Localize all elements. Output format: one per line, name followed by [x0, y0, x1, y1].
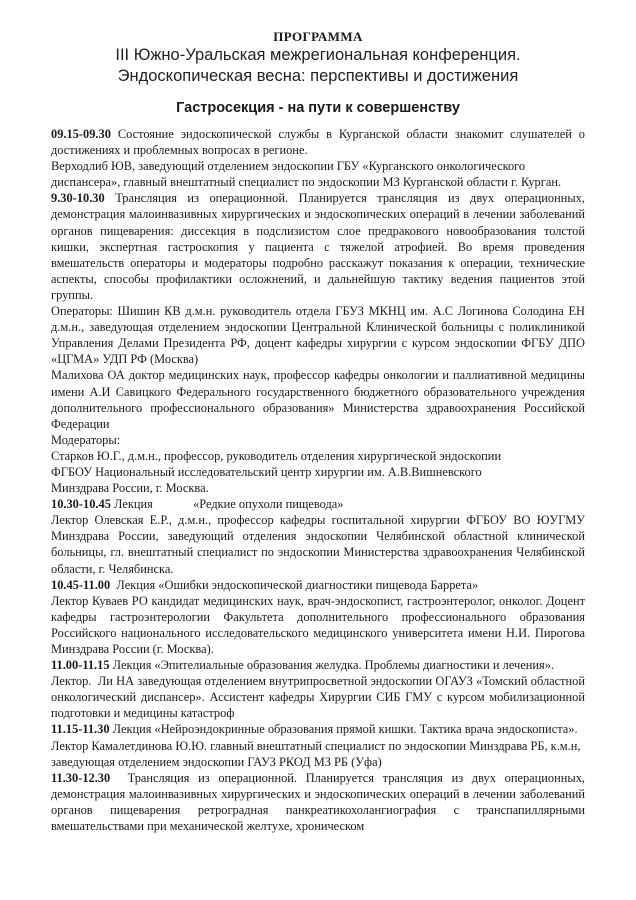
schedule-paragraph [51, 657, 585, 673]
schedule-body [51, 126, 585, 834]
schedule-paragraph [51, 673, 585, 721]
paragraph-text: Лектор Камалетдинова Ю.Ю. главный внештатный специалист по эндоскопии Минздрава РБ, к.м.н, заведующая отделением эндоскопии ГАУЗ РКОД МЗ РБ (Уфа) [51, 738, 581, 769]
paragraph-text: Лектор Олевская Е.Р., д.м.н., профессор кафедры госпитальной хирургии ФГБОУ ВО ЮУГМУ Минздрава России, заведующий отделения эндоскопии Челябинской областной клинической больницы, гл. внештатный специалист по эндоскопии Министерства здравоохранения Челябинской области, г. Челябинска. [51, 513, 585, 576]
schedule-paragraph [51, 738, 585, 770]
schedule-paragraph [51, 577, 585, 593]
section-title: Гастросекция - на пути к совершенству [176, 100, 460, 116]
schedule-paragraph [51, 303, 585, 367]
paragraph-text: Лекция «Нейроэндокринные образования прямой кишки. Тактика врача эндоскописта». [112, 722, 578, 737]
schedule-paragraph [51, 126, 585, 158]
time-range: 11.15-11.30 [51, 722, 110, 737]
schedule-paragraph [51, 480, 585, 496]
conference-title-line2: Эндоскопическая весна: перспективы и достижения [117, 67, 519, 85]
conference-title-line1: III Южно-Уральская межрегиональная конференция. [115, 46, 521, 64]
paragraph-text: Малихова ОА доктор медицинских наук, профессор кафедры онкологии и паллиативной медицины имени А.И Савицкого Федерального государственного бюджетного образовательного учреждения дополнительного профессионального образования» Министерства здравоохранения Российской Федерации [51, 368, 585, 431]
paragraph-text: Операторы: Шишин КВ д.м.н. руководитель отдела ГБУЗ МКНЦ им. А.С Логинова Солодина ЕН д.м.н., заведующая отделением эндоскопии Центральной Клинической больницы с поликлиникой Управления Делами Президента РФ, доцент кафедры хирургии с курсом эндоскопии ФГБУ ДПО «ЦГМА» УДП РФ (Москва) [51, 304, 585, 367]
schedule-paragraph [51, 721, 585, 737]
paragraph-text: Состояние эндоскопической службы в Курганской области знакомит слушателей о достижениях и проблемных вопросах в регионе. [51, 127, 585, 158]
schedule-paragraph [51, 367, 585, 431]
paragraph-text: Лекция «Ошибки эндоскопической диагностики пищевода Баррета» [113, 577, 479, 592]
schedule-paragraph [51, 464, 585, 480]
schedule-paragraph [51, 593, 585, 657]
schedule-paragraph [51, 158, 585, 190]
paragraph-text: Минздрава России, г. Москва. [51, 481, 209, 496]
paragraph-text: Трансляция из операционной. Планируется трансляция из двух операционных, демонстрация малоинвазивных хирургических и эндоскопических операций в лечении заболеваний органов пищеварения: диссекция в подслизистом слое предракового новообразования толстой кишки, экспертная гастроскопия у пациента с тяжелой атрофией. Во время проведения вмешательств операторы и модераторы подробно расскажут показания к операции, технические аспекты, способы профилактики осложнений, и дальнейшую тактику ведения пациентов этой группы. [51, 191, 585, 302]
program-label: ПРОГРАММА [273, 29, 363, 44]
schedule-paragraph [51, 448, 585, 464]
time-range: 09.15-09.30 [51, 127, 111, 141]
time-range: 10.30-10.45 [51, 497, 111, 512]
paragraph-text: Лекция «Редкие опухоли пищевода» [114, 497, 344, 512]
time-range: 11.00-11.15 [51, 658, 110, 673]
paragraph-text: Лектор. Ли НА заведующая отделением внутрипросветной эндоскопии ОГАУЗ «Томский областной онкологический диспансер». Ассистент кафедры Хирургии СИБ ГМУ с курсом мобилизационной подготовки и медицины катастроф [51, 674, 585, 721]
paragraph-text: Лекция «Эпителиальные образования желудка. Проблемы диагностики и лечения». [112, 658, 554, 673]
paragraph-text: Верходлиб ЮВ, заведующий отделением эндоскопии ГБУ «Курганского онкологического диспансера», главный внештатный специалист по эндоскопии МЗ Курганской области г. Курган. [51, 159, 562, 190]
schedule-paragraph [51, 190, 585, 303]
paragraph-text: ФГБОУ Национальный исследовательский центр хирургии им. А.В.Вишневского [51, 464, 482, 479]
page-header [51, 28, 585, 117]
paragraph-text: Трансляция из операционной. Планируется трансляция из двух операционных, демонстрация малоинвазивных хирургических и эндоскопических операций в лечении заболеваний органов пищеварения ретроградная панкреатикохолангиография с транспапиллярными вмешательствами при механической желтухе, хроническом [51, 770, 585, 834]
schedule-paragraph [51, 496, 585, 512]
schedule-paragraph [51, 512, 585, 576]
schedule-paragraph [51, 432, 585, 448]
paragraph-text: Лектор Куваев РО кандидат медицинских наук, врач-эндоскопист, гастроэнтеролог, онколог. Доцент кафедры гастроэнтерологии Факультета дополнительного профессионального образования Российского национального исследовательского медицинского университета имени Н.И. Пирогова Минздрава России (г. Москва). [51, 593, 585, 656]
time-range: 11.30-12.30 [51, 770, 111, 785]
time-range: 10.45-11.00 [51, 577, 111, 592]
schedule-paragraph [51, 770, 585, 834]
time-range: 9.30-10.30 [51, 191, 105, 206]
paragraph-text: Модераторы: [51, 432, 121, 447]
paragraph-text: Старков Ю.Г., д.м.н., профессор, руководитель отделения хирургической эндоскопии [51, 448, 502, 463]
